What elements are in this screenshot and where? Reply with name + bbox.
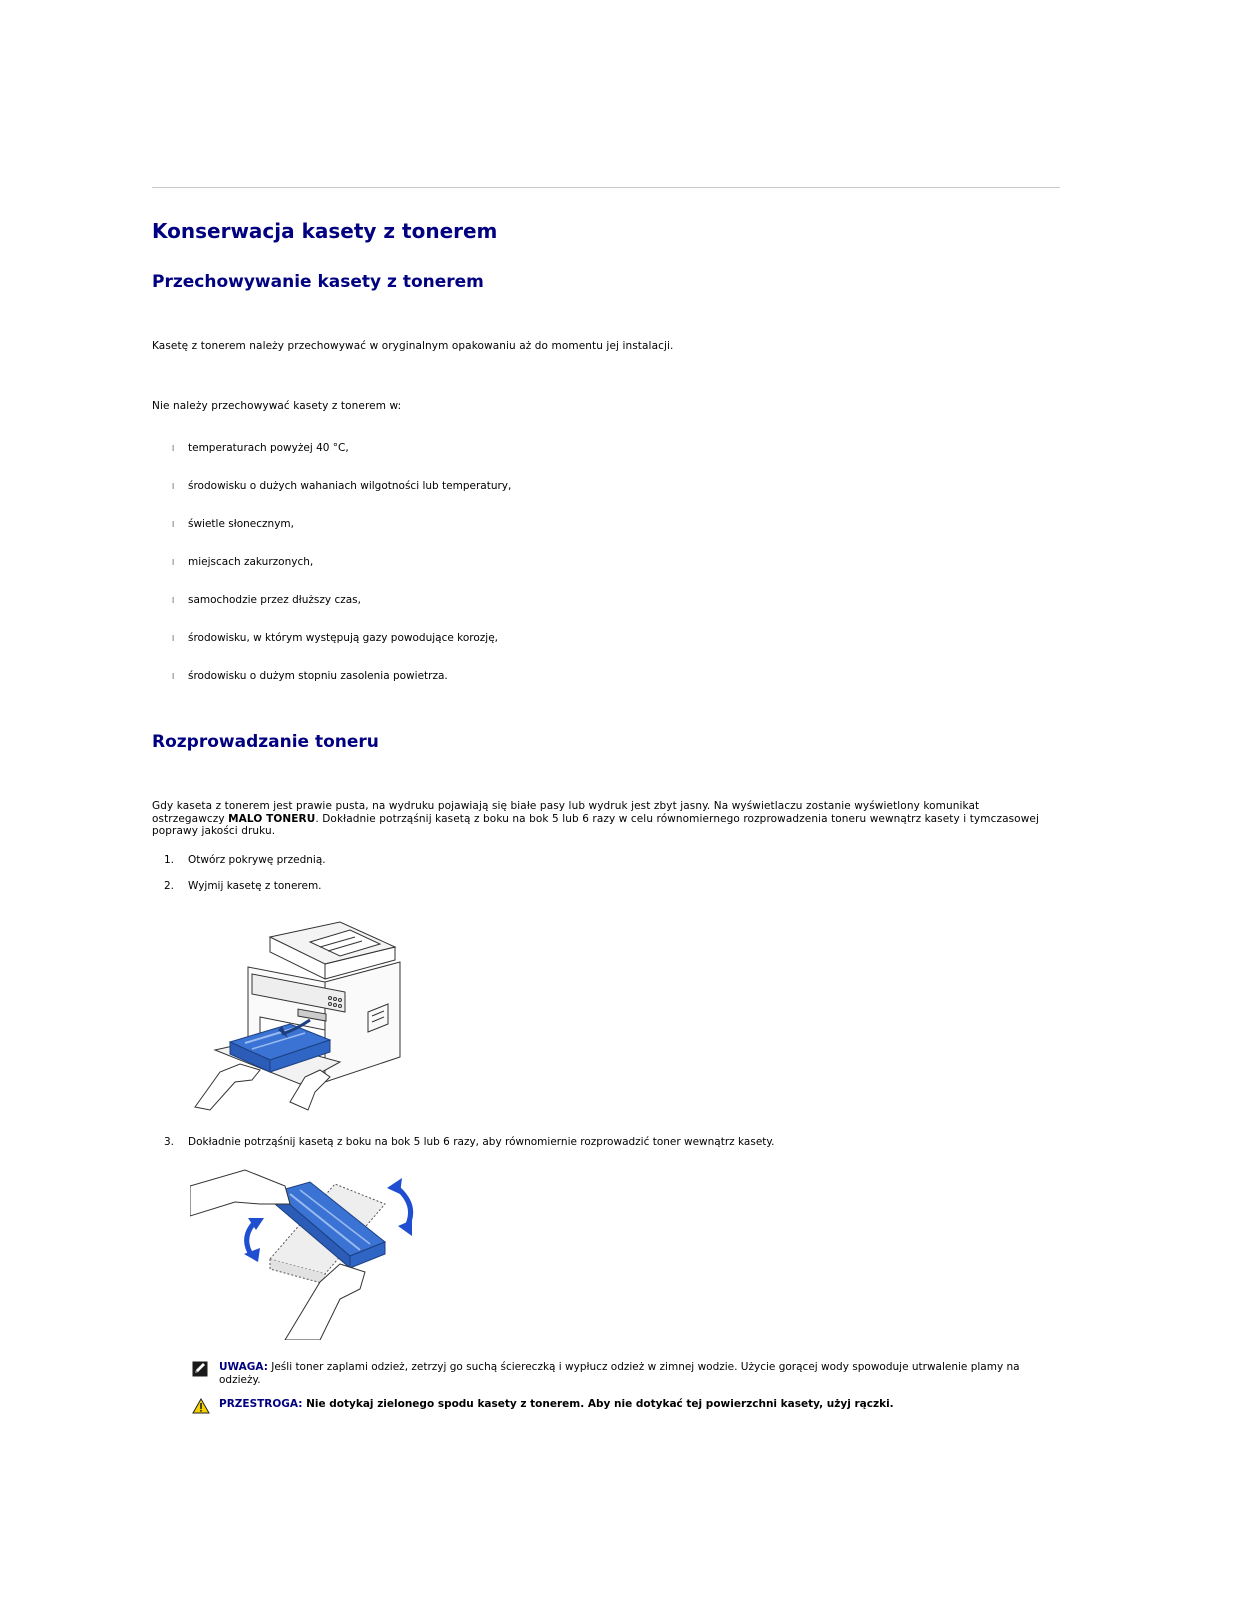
bullet-mark: l [172,672,175,681]
step-3: 3. Dokładnie potrząśnij kasetą z boku na bok 5 lub 6 razy, aby równomiernie rozprowadzić toner wewnątrz kasety. [164,1136,775,1148]
section-heading-storage: Przechowywanie kasety z tonerem [152,272,484,292]
pencil-note-icon [192,1361,208,1377]
bullet-mark: l [172,558,175,567]
list-item: l temperaturach powyżej 40 °C, [172,442,349,454]
caution-label: PRZESTROGA: [219,1398,303,1410]
list-item: l środowisku, w którym występują gazy powodujące korozję, [172,632,499,644]
step-2: 2. Wyjmij kasetę z tonerem. [164,880,322,892]
note-text: UWAGA: Jeśli toner zaplami odzież, zetrzyj go suchą ściereczką i wypłucz odzież w zimnej wodzie. Użycie gorącej wody spowoduje utrwalenie plamy na odzieży. [219,1361,1020,1386]
bullet-mark: l [172,444,175,453]
list-item: l samochodzie przez dłuższy czas, [172,594,361,606]
list-item: l środowisku o dużych wahaniach wilgotności lub temperatury, [172,480,512,492]
top-divider [152,187,1060,188]
list-item: l środowisku o dużym stopniu zasolenia powietrza. [172,670,448,682]
shake-arrow-left [244,1218,264,1262]
list-item: l świetle słonecznym, [172,518,294,530]
printer-toner-removal-illustration [190,912,420,1112]
storage-lead: Nie należy przechowywać kasety z tonerem w: [152,400,402,412]
note-label: UWAGA: [219,1361,268,1373]
redistribute-paragraph: Gdy kaseta z tonerem jest prawie pusta, na wydruku pojawiają się białe pasy lub wydruk jest zbyt jasny. Na wyświetlaczu zostanie wyświetlony komunikat ostrzegawczy MALO TONERU. Dokładnie potrząśnij kasetą z boku na bok 5 lub 6 razy w celu równomiernego rozprowadzenia toneru wewnątrz kasety i tymczasowej poprawy jakości druku. [152,800,1039,838]
warning-message-name: MALO TONERU [228,812,316,825]
caution-text: PRZESTROGA: Nie dotykaj zielonego spodu kasety z tonerem. Aby nie dotykać tej powierzchni kasety, użyj rączki. [219,1398,894,1410]
list-item: l miejscach zakurzonych, [172,556,314,568]
storage-intro: Kasetę z tonerem należy przechowywać w oryginalnym opakowaniu aż do momentu jej instalacji. [152,340,674,352]
page-title: Konserwacja kasety z tonerem [152,219,498,243]
bullet-mark: l [172,596,175,605]
step-1: 1. Otwórz pokrywę przednią. [164,854,326,866]
shake-arrow-right [387,1178,412,1236]
bullet-mark: l [172,482,175,491]
shake-toner-illustration [190,1164,422,1340]
warning-triangle-icon [192,1398,210,1414]
bullet-mark: l [172,520,175,529]
section-heading-redistribute: Rozprowadzanie toneru [152,732,379,752]
bullet-mark: l [172,634,175,643]
